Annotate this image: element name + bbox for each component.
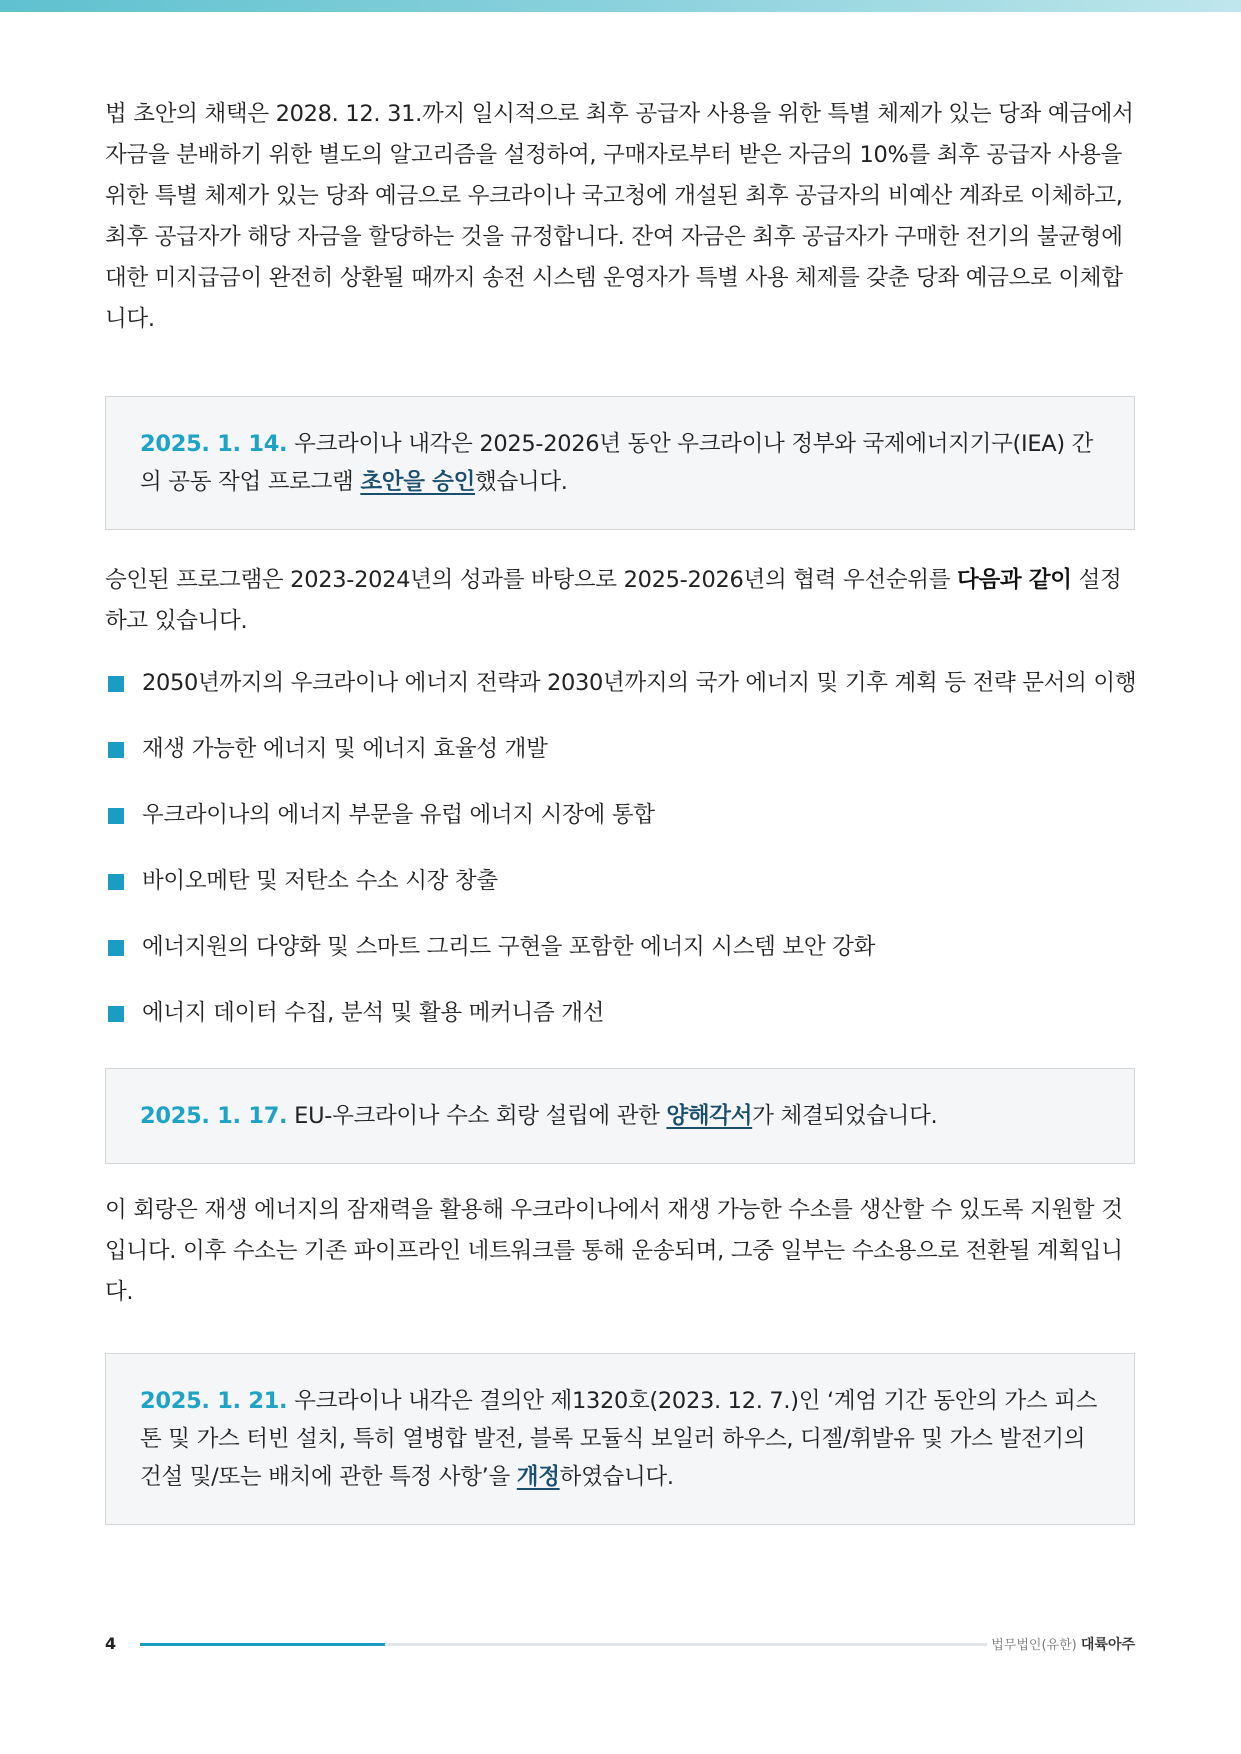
list-item-text: 2050년까지의 우크라이나 에너지 전략과 2030년까지의 국가 에너지 및 기후 계획 등 전략 문서의 이행 [142,670,1137,696]
square-bullet-icon [108,676,124,692]
note-date: 2025. 1. 14. [140,431,288,457]
program-bold-text: 다음과 같이 [957,567,1072,593]
note-link-mou[interactable]: 양해각서 [666,1103,753,1129]
note-text: 우크라이나 내각은 결의안 제1320호(2023. 12. 7.)인 ‘계엄 기간 동안의 가스 피스톤 및 가스 터빈 설치, 특히 열병합 발전, 블록 모듈식 보일러 하우스, 디젤/휘발유 및 가스 발전기의 건설 및/또는 배치에 관한 특정 사항’을 [140,1388,1098,1490]
footer-divider [140,1643,987,1646]
intro-paragraph: 법 초안의 채택은 2028. 12. 31.까지 일시적으로 최후 공급자 사용을 위한 특별 체제가 있는 당좌 예금에서 자금을 분배하기 위한 별도의 알고리즘을 설정하여, 구매자로부터 받은 자금의 10%를 최후 공급자 사용을 위한 특별 체제가 있는 당좌 예금으로 우크라이나 국고청에 개설된 최후 공급자의 비예산 계좌로 이체하고, 최후 공급자가 해당 자금을 할당하는 것을 규정합니다. 잔여 자금은 최후 공급자가 구매한 전기의 불균형에 대한 미지급금이 완전히 상환될 때까지 송전 시스템 운영자가 특별 사용 체제를 갖춘 당좌 예금으로 이체합니다. [105,101,1134,332]
note-box-2025-01-17 [105,1068,1135,1164]
firm-prefix: 법무법인(유한) [991,1638,1077,1653]
list-item [105,668,1135,698]
note-box-2025-01-14 [105,396,1135,530]
list-item [105,998,1135,1028]
note-date: 2025. 1. 17. [140,1103,288,1129]
corridor-paragraph: 이 회랑은 재생 에너지의 잠재력을 활용해 우크라이나에서 재생 가능한 수소를 생산할 수 있도록 지원할 것입니다. 이후 수소는 기존 파이프라인 네트워크를 통해 운송되며, 그중 일부는 수소용으로 전환될 계획입니다. [105,1197,1123,1305]
list-item-text: 에너지원의 다양화 및 스마트 그리드 구현을 포함한 에너지 시스템 보안 강화 [142,934,876,960]
footer-divider-accent [140,1643,385,1646]
firm-name: 대륙아주 [1080,1637,1135,1653]
note-text-end: 가 체결되었습니다. [752,1103,938,1129]
note-link-amendment[interactable]: 개정 [516,1464,560,1490]
square-bullet-icon [108,1006,124,1022]
page-footer [105,1630,1135,1660]
list-item-text: 재생 가능한 에너지 및 에너지 효율성 개발 [142,736,548,762]
priority-list [105,668,1135,1028]
note-text: 우크라이나 내각은 2025-2026년 동안 우크라이나 정부와 국제에너지기구(IEA) 간의 공동 작업 프로그램 [140,431,1094,495]
note-date: 2025. 1. 21. [140,1388,288,1414]
note-text-end: 하였습니다. [559,1464,674,1490]
square-bullet-icon [108,742,124,758]
square-bullet-icon [108,808,124,824]
note-text: EU-우크라이나 수소 회랑 설립에 관한 [287,1103,667,1129]
firm-logo-text [991,1634,1135,1654]
list-item [105,866,1135,896]
square-bullet-icon [108,874,124,890]
program-paragraph [105,560,1135,642]
list-item [105,734,1135,764]
program-text: 승인된 프로그램은 2023-2024년의 성과를 바탕으로 2025-2026년의 협력 우선순위를 [105,567,958,593]
square-bullet-icon [108,940,124,956]
list-item-text: 에너지 데이터 수집, 분석 및 활용 메커니즘 개선 [142,1000,605,1026]
top-accent-bar [0,0,1241,12]
note-text-end: 했습니다. [475,469,568,495]
page-number: 4 [105,1634,117,1653]
list-item [105,800,1135,830]
note-box-2025-01-21 [105,1353,1135,1525]
program-text-end: 설정하고 있습니다. [105,567,1122,634]
list-item-text: 우크라이나의 에너지 부문을 유럽 에너지 시장에 통합 [142,802,655,828]
list-item-text: 바이오메탄 및 저탄소 수소 시장 창출 [142,868,498,894]
note-link-draft-approval[interactable]: 초안을 승인 [360,469,476,495]
list-item [105,932,1135,962]
document-body [105,94,1135,1525]
